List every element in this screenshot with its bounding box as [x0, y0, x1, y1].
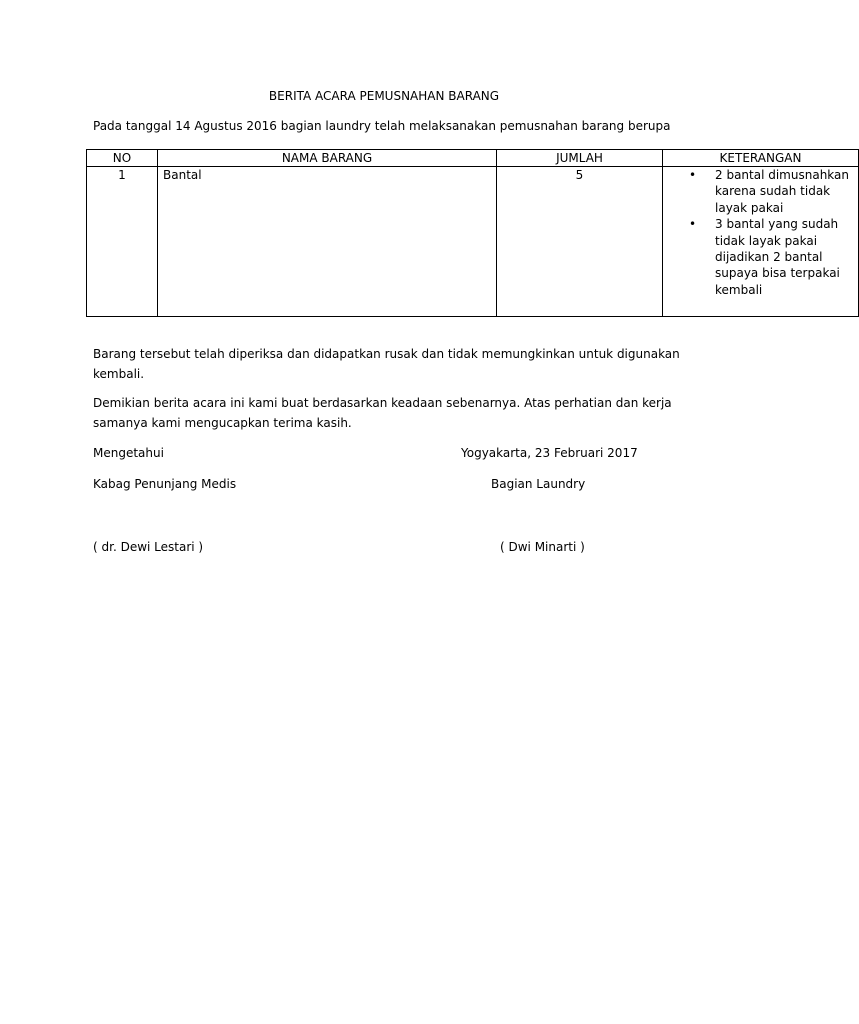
right-signer-name: ( Dwi Minarti ) [500, 540, 585, 554]
keterangan-text-1: 2 bantal dimusnahkan karena sudah tidak layak pakai [715, 168, 849, 215]
cell-no: 1 [87, 167, 158, 317]
left-signer-name: ( dr. Dewi Lestari ) [93, 540, 204, 554]
intro-text: Pada tanggal 14 Agustus 2016 bagian laundry telah melaksanakan pemusnahan barang berupa [93, 119, 671, 133]
items-table [86, 149, 859, 317]
place-date: Yogyakarta, 23 Februari 2017 [461, 446, 638, 460]
acknowledged-label: Mengetahui [93, 446, 164, 460]
keterangan-list [668, 167, 853, 298]
header-no: NO [87, 150, 158, 167]
keterangan-text-2: 3 bantal yang sudah tidak layak pakai dijadikan 2 bantal supaya bisa terpakai kembali [715, 217, 840, 297]
list-item [668, 216, 853, 298]
header-nama-barang: NAMA BARANG [158, 150, 497, 167]
right-signer-role: Bagian Laundry [491, 477, 586, 491]
table-header-row [87, 150, 859, 167]
left-signer-role: Kabag Penunjang Medis [93, 477, 237, 491]
header-keterangan: KETERANGAN [663, 150, 859, 167]
document-title: BERITA ACARA PEMUSNAHAN BARANG [268, 89, 500, 103]
bullet-icon: • [689, 217, 697, 232]
list-item [668, 167, 853, 216]
cell-keterangan [663, 167, 859, 317]
paragraph-closing: Demikian berita acara ini kami buat berdasarkan keadaan sebenarnya. Atas perhatian dan kerja samanya kami mengucapkan terima kasih. [93, 396, 672, 430]
paragraph-condition: Barang tersebut telah diperiksa dan didapatkan rusak dan tidak memungkinkan untuk digunakan kembali. [93, 347, 680, 381]
cell-jumlah: 5 [497, 167, 663, 317]
bullet-icon: • [689, 168, 697, 182]
cell-nama-barang: Bantal [158, 167, 497, 317]
table-row [87, 167, 859, 317]
header-jumlah: JUMLAH [497, 150, 663, 167]
